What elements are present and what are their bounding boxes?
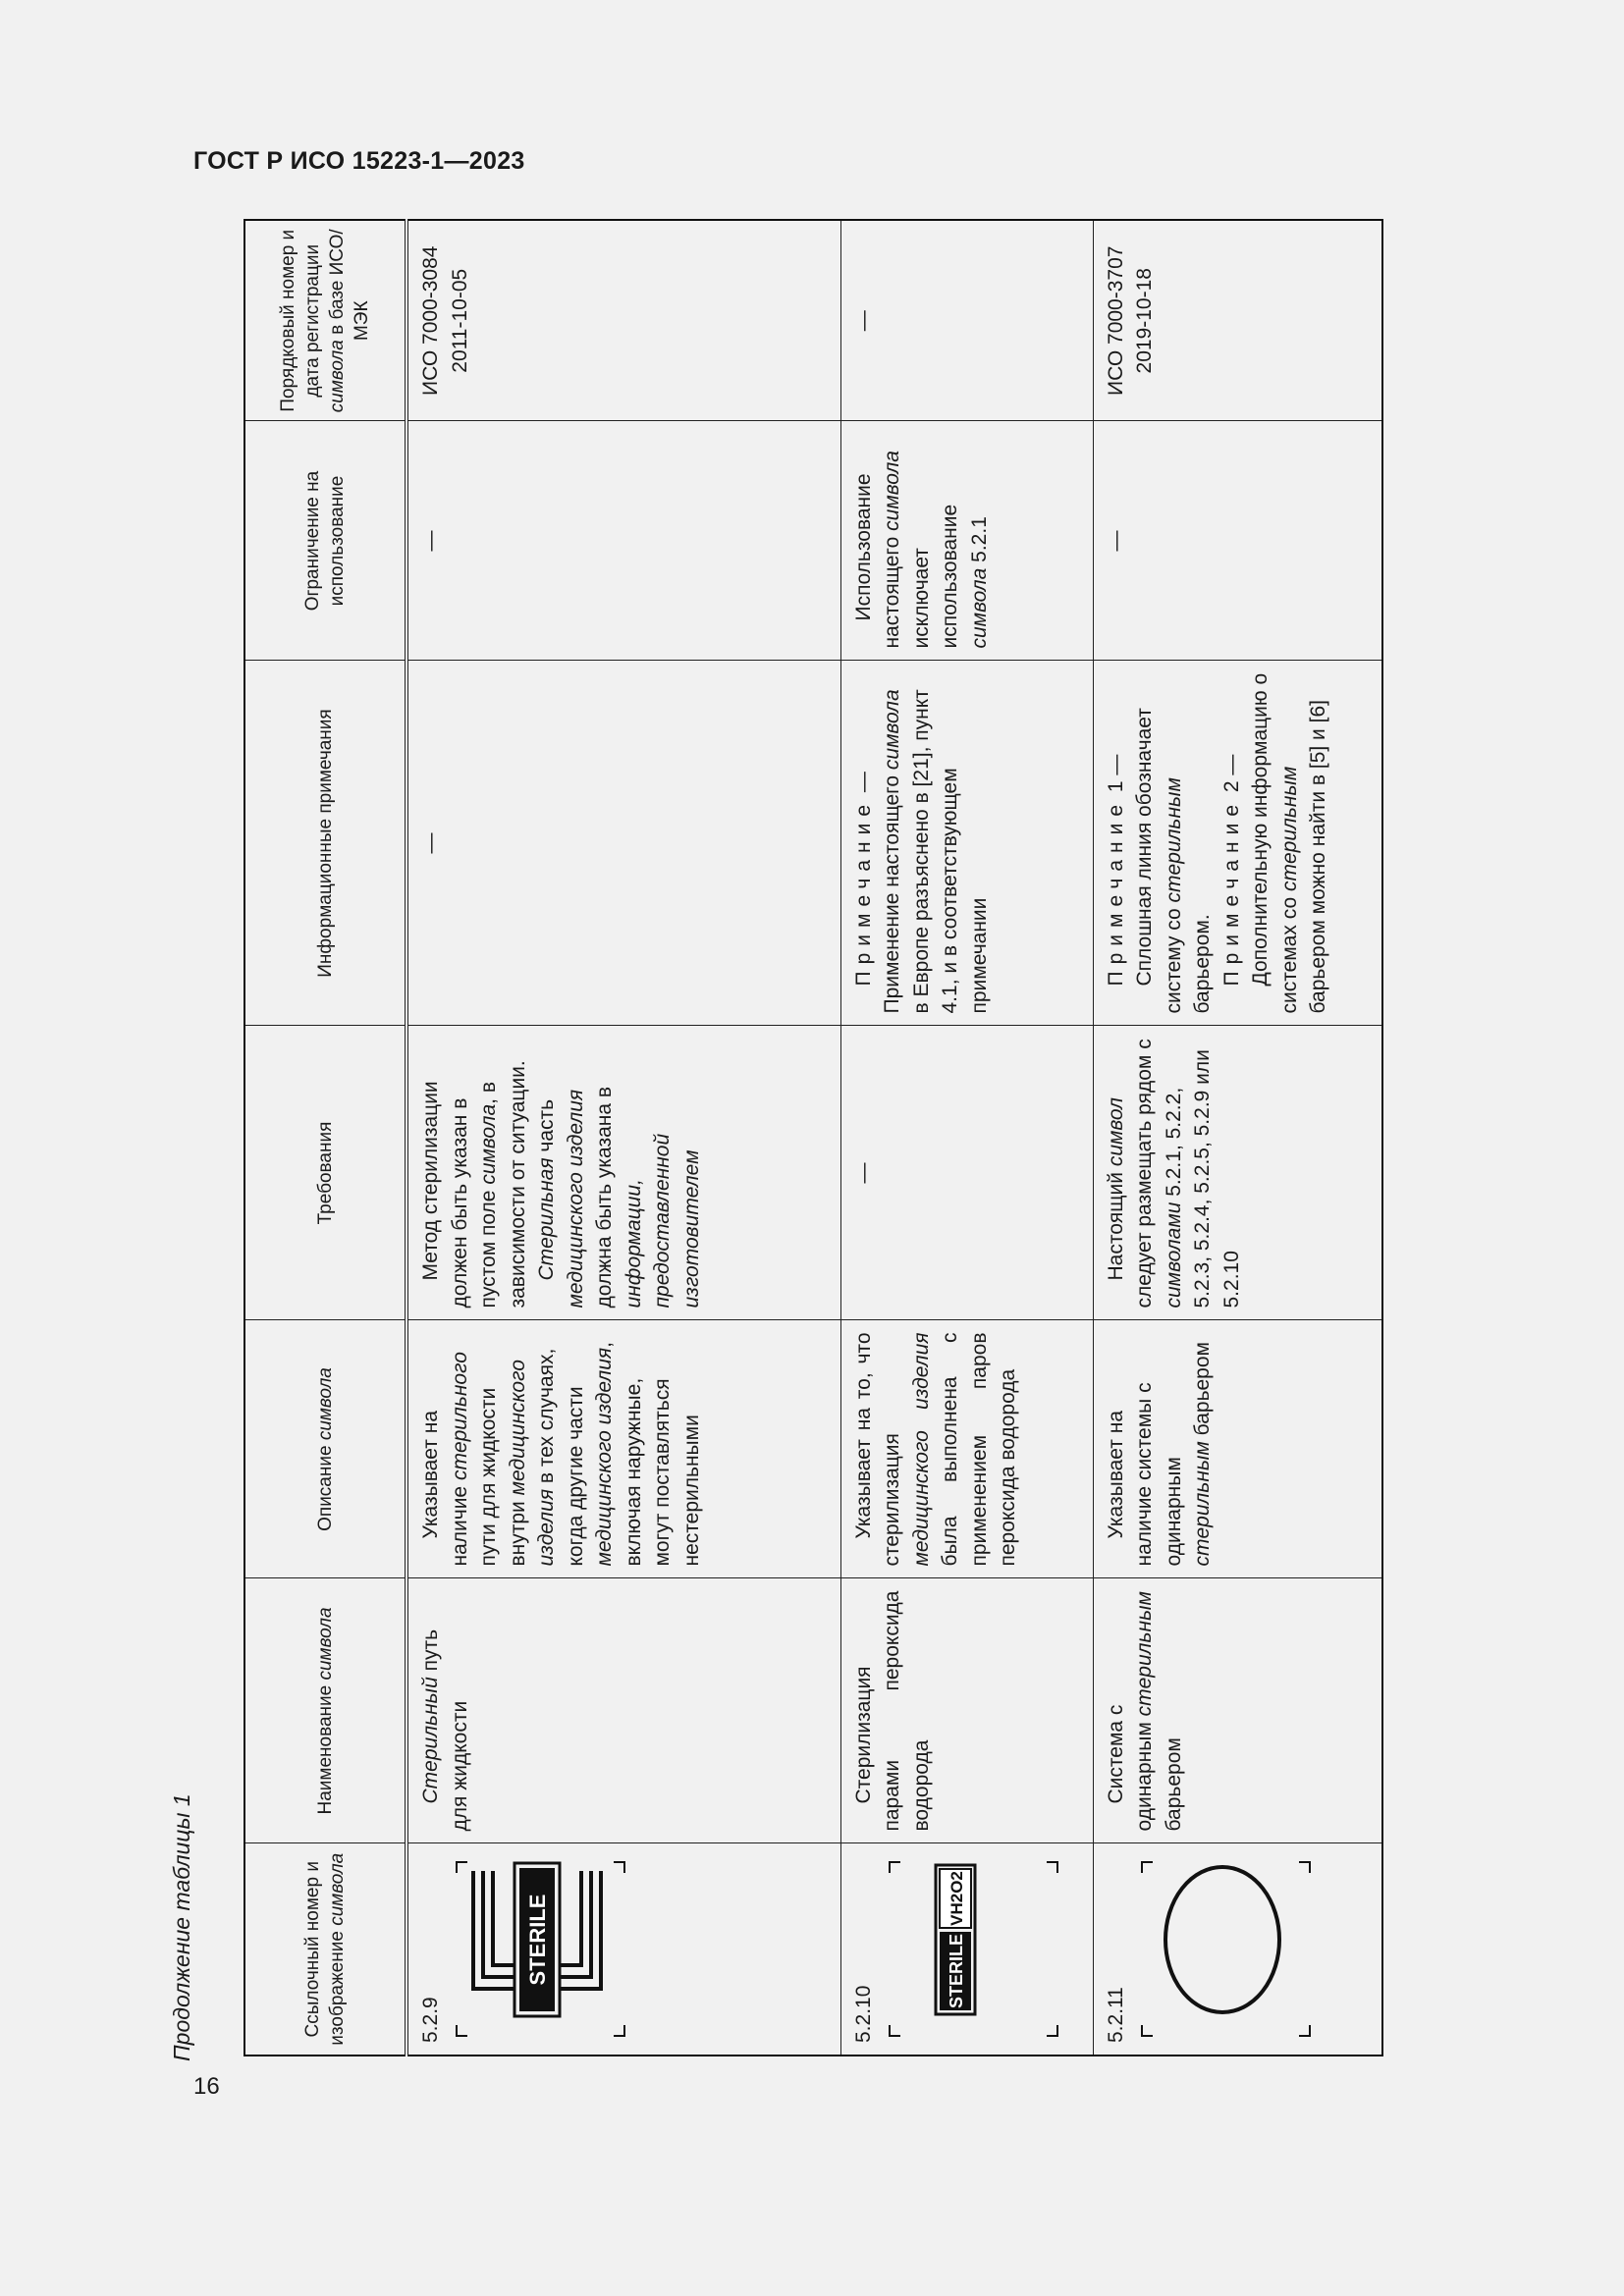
name-cell: Система с одинарным стерильным барьером	[1093, 1578, 1382, 1843]
symbol-cell-5-2-10	[840, 1843, 1093, 2056]
registration-cell: —	[840, 220, 1093, 421]
requirements-cell: —	[840, 1026, 1093, 1320]
name-cell: Стерилизация парами пероксида водорода	[840, 1578, 1093, 1843]
info-notes-cell: Примечание — Применение настоящего символа в Европе разъяснено в [21], пункт 4.1, и в соответствующем примечании	[840, 661, 1093, 1026]
info-notes-cell: Примечание 1 — Сплошная линия обозначает систему со стерильным барьером. Примечание 2 — Дополнительную информацию о системах со стерильным барьером можно найти в [5] и [6]	[1093, 661, 1382, 1026]
header-restriction: Ограничение на использование	[244, 421, 406, 661]
table-header-row	[244, 220, 406, 2056]
ref-number: 5.2.11	[1104, 1987, 1127, 2043]
registration-cell: ИСО 7000-3084 2011-10-05	[406, 220, 840, 421]
sterile-vh2o2-symbol	[887, 1861, 1014, 2018]
restriction-cell: —	[406, 421, 840, 661]
table-row	[1093, 220, 1382, 2056]
table-continuation-caption: Продолжение таблицы 1	[169, 1793, 194, 2061]
document-header: ГОСТ Р ИСО 15223-1—2023	[193, 147, 525, 175]
single-sterile-barrier-symbol	[1139, 1861, 1306, 2018]
sterile-label: STERILE	[946, 1933, 966, 2009]
page-number: 16	[193, 2073, 220, 2100]
symbols-table	[244, 219, 1383, 2056]
registration-cell: ИСО 7000-3707 2019-10-18	[1093, 220, 1382, 421]
description-cell: Указывает на то, что стерилизация медицинского изделия была выполнена с применением паров пероксида водорода	[840, 1320, 1093, 1578]
header-registration: Порядковый номер и дата регистрации символа в базе ИСО/МЭК	[244, 220, 406, 421]
header-requirements: Требования	[244, 1026, 406, 1320]
sterile-fluid-path-symbol	[454, 1861, 621, 2018]
sterile-symbol-label: STERILE	[525, 1894, 550, 1986]
description-cell: Указывает на наличие стерильного пути для жидкости внутри медицинского изделия в тех случаях, когда другие части медицинского изделия, включая наружные, могут поставляться нестерильными	[406, 1320, 840, 1578]
header-info-notes: Информационные примечания	[244, 661, 406, 1026]
rotated-table-container	[244, 221, 1381, 2056]
symbol-cell-5-2-9	[406, 1843, 840, 2056]
vh2o2-label: VH2O2	[947, 1871, 966, 1926]
header-name: Наименование символа	[244, 1578, 406, 1843]
ref-number: 5.2.10	[851, 1985, 875, 2043]
requirements-cell: Метод стерилизации должен быть указан в пустом поле символа, в зависимости от ситуации. Стерильная часть медицинского изделия должна быть указана в информации, предоставленной изготовителем	[406, 1026, 840, 1320]
table-row	[406, 220, 840, 2056]
info-notes-cell: —	[406, 661, 840, 1026]
header-description: Описание символа	[244, 1320, 406, 1578]
requirements-cell: Настоящий символ следует размещать рядом с символами 5.2.1, 5.2.2, 5.2.3, 5.2.4, 5.2.5, 5.2.9 или 5.2.10	[1093, 1026, 1382, 1320]
ref-number: 5.2.9	[419, 1997, 442, 2043]
name-cell: Стерильный путь для жидкости	[406, 1578, 840, 1843]
restriction-cell: Использование настоящего символа исключает использование символа 5.2.1	[840, 421, 1093, 661]
description-cell: Указывает на наличие системы с одинарным стерильным барьером	[1093, 1320, 1382, 1578]
restriction-cell: —	[1093, 421, 1382, 661]
header-ref: Ссылочный номер и изображение символа	[244, 1843, 406, 2056]
symbol-cell-5-2-11	[1093, 1843, 1382, 2056]
table-row	[840, 220, 1093, 2056]
